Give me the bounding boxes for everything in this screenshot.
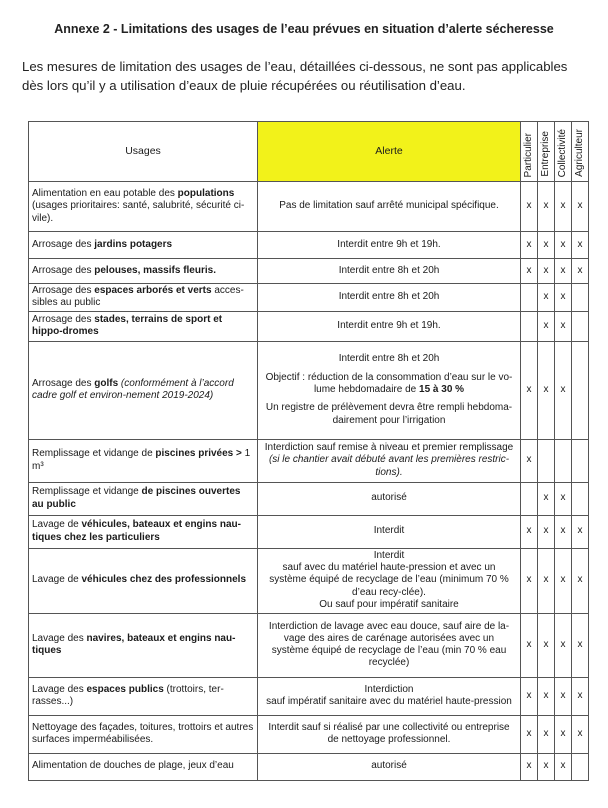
text-run: populations (177, 188, 235, 200)
mark-entreprise: x (538, 753, 555, 780)
alerte-cell (258, 232, 521, 259)
alerte-paragraph (264, 760, 514, 772)
mark-particulier: x (521, 439, 538, 482)
alerte-paragraph (264, 550, 514, 562)
usage-cell (29, 753, 258, 780)
text-run: Ou sauf pour impératif sanitaire (319, 599, 459, 611)
mark-collectivite: x (555, 232, 572, 259)
table-row (29, 482, 589, 515)
text-run: Lavage de (32, 519, 82, 531)
mark-entreprise: x (538, 515, 555, 548)
alerte-paragraph (264, 684, 514, 696)
usage-cell (29, 677, 258, 715)
mark-agriculteur (572, 311, 589, 341)
mark-collectivite: x (555, 284, 572, 312)
alerte-paragraph (264, 291, 514, 303)
mark-particulier: x (521, 613, 538, 677)
mark-particulier: x (521, 715, 538, 753)
mark-collectivite (555, 439, 572, 482)
text-run: Alimentation de douches de plage, jeux d’eau (32, 760, 234, 772)
intro-paragraph: Les mesures de limitation des usages de l’eau, détaillées ci-dessous, ne sont pas applicables dès lors qu’il y a utilisation d’eaux de pluie récupérées ou réutilisation d’eau. (22, 59, 568, 93)
alerte-cell (258, 613, 521, 677)
mark-agriculteur (572, 753, 589, 780)
alerte-paragraph (264, 621, 514, 670)
alerte-cell (258, 677, 521, 715)
mark-entreprise: x (538, 284, 555, 312)
text-run: véhicules chez des professionnels (81, 574, 247, 586)
alerte-cell (258, 515, 521, 548)
text-run: 1 m³ (32, 448, 251, 472)
mark-particulier: x (521, 515, 538, 548)
text-run: (usages prioritaires: santé, salubrité, sécurité ci-vile). (32, 200, 245, 224)
mark-agriculteur: x (572, 677, 589, 715)
text-run: Arrosage des (32, 313, 95, 325)
header-particulier-label: Particulier (522, 132, 534, 177)
text-run: Interdiction de lavage avec eau douce, sauf aire de la-vage des aires de carénage autorisées avec un système équipé de recyclage de l’eau (min 70 % eau recyclée) (268, 620, 510, 669)
alerte-paragraph (264, 200, 514, 212)
usage-cell (29, 715, 258, 753)
alerte-cell (258, 259, 521, 284)
mark-particulier (521, 482, 538, 515)
text-run: (si le chantier avait débuté avant les premières restric-tions). (268, 454, 510, 478)
mark-agriculteur (572, 482, 589, 515)
table-row (29, 677, 589, 715)
text-run: Interdit entre 9h et 19h. (337, 319, 441, 331)
text-run: Arrosage des (32, 264, 95, 276)
mark-entreprise: x (538, 677, 555, 715)
table-row (29, 182, 589, 232)
alerte-cell (258, 439, 521, 482)
text-run: Interdiction sauf remise à niveau et premier remplissage (264, 442, 514, 454)
text-run: pelouses, massifs fleuris. (94, 264, 216, 276)
table-row (29, 753, 589, 780)
mark-agriculteur: x (572, 182, 589, 232)
alerte-cell (258, 341, 521, 439)
mark-agriculteur (572, 439, 589, 482)
alerte-paragraph (264, 320, 514, 332)
mark-agriculteur: x (572, 232, 589, 259)
text-run: espaces publics (86, 683, 164, 695)
text-run: acces-sibles au public (32, 285, 244, 309)
text-run: navires, bateaux et engins nau-tiques (32, 632, 236, 657)
text-run: Nettoyage des façades, toitures, trottoirs et autres surfaces imperméabilisées. (32, 721, 254, 746)
mark-agriculteur: x (572, 259, 589, 284)
alerte-paragraph (264, 696, 514, 708)
alerte-paragraph (264, 599, 514, 611)
header-entreprise-label: Entreprise (539, 131, 551, 177)
header-agriculteur-label: Agriculteur (573, 129, 585, 177)
alerte-paragraph (264, 239, 514, 251)
text-run: stades, terrains de sport et hippo-dromes (32, 313, 223, 338)
text-run: Lavage des (32, 632, 87, 644)
table-row (29, 715, 589, 753)
mark-particulier: x (521, 259, 538, 284)
text-run: autorisé (371, 492, 407, 504)
mark-agriculteur (572, 284, 589, 312)
header-usages: Usages (29, 122, 258, 182)
text-run: sauf impératif sanitaire avec du matériel haute-pression (266, 696, 512, 708)
alerte-cell (258, 548, 521, 613)
alerte-cell (258, 311, 521, 341)
text-run: Arrosage des (32, 377, 95, 389)
mark-entreprise: x (538, 613, 555, 677)
text-run: Interdit (373, 549, 405, 561)
mark-collectivite: x (555, 715, 572, 753)
text-run: 15 à 30 % (419, 383, 465, 395)
alerte-paragraph (264, 265, 514, 277)
text-run: Un registre de prélèvement devra être rempli hebdoma-dairement pour l’irrigation (265, 402, 513, 426)
text-run: golfs (94, 377, 119, 389)
usage-cell (29, 311, 258, 341)
mark-entreprise: x (538, 259, 555, 284)
text-run: Remplissage et vidange de (32, 448, 156, 460)
mark-entreprise: x (538, 715, 555, 753)
text-run: Interdit entre 8h et 20h (338, 264, 440, 276)
alerte-cell (258, 284, 521, 312)
text-run: (conformément à l’accord cadre golf et environ-nement 2019-2024) (32, 377, 234, 402)
mark-entreprise: x (538, 311, 555, 341)
mark-entreprise: x (538, 341, 555, 439)
usage-cell (29, 613, 258, 677)
usage-cell (29, 341, 258, 439)
mark-collectivite: x (555, 182, 572, 232)
text-run: Arrosage des (32, 238, 95, 250)
header-collectivite (555, 122, 572, 182)
table-row (29, 232, 589, 259)
alerte-cell (258, 753, 521, 780)
text-run: Objectif : réduction de la consommation d’eau sur le vo-lume hebdomadaire de (265, 371, 513, 395)
alerte-cell (258, 482, 521, 515)
mark-collectivite: x (555, 677, 572, 715)
table-row (29, 259, 589, 284)
mark-collectivite: x (555, 548, 572, 613)
text-run: autorisé (371, 760, 407, 772)
mark-collectivite: x (555, 613, 572, 677)
text-run: espaces arborés et verts (94, 285, 212, 296)
usage-cell (29, 284, 258, 312)
text-run: Lavage des (32, 683, 87, 695)
mark-entreprise (538, 439, 555, 482)
usage-cell (29, 548, 258, 613)
text-run: Interdit entre 9h et 19h. (337, 238, 441, 250)
table-row (29, 548, 589, 613)
text-run: jardins potagers (94, 238, 173, 250)
table-header-row (29, 122, 589, 182)
mark-collectivite: x (555, 259, 572, 284)
table-row (29, 311, 589, 341)
text-run: Remplissage et vidange (32, 486, 142, 498)
usage-cell (29, 232, 258, 259)
header-agriculteur (572, 122, 589, 182)
alerte-paragraph (264, 442, 514, 479)
usage-cell (29, 259, 258, 284)
table-row (29, 515, 589, 548)
mark-collectivite: x (555, 753, 572, 780)
header-alerte: Alerte (258, 122, 521, 182)
mark-particulier: x (521, 182, 538, 232)
alerte-paragraph (264, 562, 514, 599)
text-run: Arrosage des (32, 285, 95, 296)
text-run: (trottoirs, ter-rasses...) (32, 683, 224, 708)
mark-agriculteur: x (572, 515, 589, 548)
mark-agriculteur: x (572, 715, 589, 753)
usage-cell (29, 515, 258, 548)
alerte-paragraph (264, 722, 514, 747)
header-particulier (521, 122, 538, 182)
text-run: véhicules, bateaux et engins nau-tiques chez les particuliers (32, 519, 241, 543)
mark-particulier: x (521, 753, 538, 780)
table-row (29, 613, 589, 677)
alerte-paragraph (264, 525, 514, 537)
text-run: Interdit (373, 525, 405, 537)
text-run: Interdit sauf si réalisé par une collectivité ou entreprise de nettoyage professionnel. (268, 721, 510, 746)
mark-entreprise: x (538, 182, 555, 232)
annex-title: Annexe 2 - Limitations des usages de l’eau prévues en situation d’alerte sécheresse (54, 22, 554, 36)
text-run: sauf avec du matériel haute-pression et avec un système équipé de recyclage de l’eau (minimum 70 % d’eau recy-clée). (269, 562, 509, 598)
text-run: Alimentation en eau potable des (32, 188, 178, 200)
text-run: Lavage de (32, 574, 82, 586)
text-run: piscines privées > (155, 448, 242, 460)
alerte-paragraph (264, 492, 514, 504)
mark-collectivite: x (555, 515, 572, 548)
usage-cell (29, 482, 258, 515)
mark-entreprise: x (538, 232, 555, 259)
mark-particulier: x (521, 677, 538, 715)
text-run: Interdit entre 8h et 20h (338, 291, 440, 303)
mark-particulier (521, 284, 538, 312)
alerte-paragraph (264, 372, 514, 397)
mark-entreprise: x (538, 482, 555, 515)
mark-collectivite: x (555, 341, 572, 439)
mark-agriculteur (572, 341, 589, 439)
usage-cell (29, 182, 258, 232)
mark-particulier: x (521, 548, 538, 613)
mark-agriculteur: x (572, 548, 589, 613)
alerte-paragraph (264, 402, 514, 427)
mark-collectivite: x (555, 482, 572, 515)
header-entreprise (538, 122, 555, 182)
table-row (29, 439, 589, 482)
mark-entreprise: x (538, 548, 555, 613)
usage-cell (29, 439, 258, 482)
table-row (29, 341, 589, 439)
restrictions-table (28, 121, 589, 781)
header-collectivite-label: Collectivité (556, 128, 568, 177)
mark-agriculteur: x (572, 613, 589, 677)
text-run: Interdiction (364, 683, 414, 695)
table-row (29, 284, 589, 312)
alerte-cell (258, 715, 521, 753)
text-run: de piscines ouvertes au public (32, 486, 241, 510)
alerte-cell (258, 182, 521, 232)
mark-particulier: x (521, 341, 538, 439)
mark-collectivite: x (555, 311, 572, 341)
text-run: Pas de limitation sauf arrêté municipal spécifique. (279, 200, 499, 212)
mark-particulier (521, 311, 538, 341)
text-run: Interdit entre 8h et 20h (338, 353, 440, 365)
alerte-paragraph (264, 353, 514, 365)
mark-particulier: x (521, 232, 538, 259)
